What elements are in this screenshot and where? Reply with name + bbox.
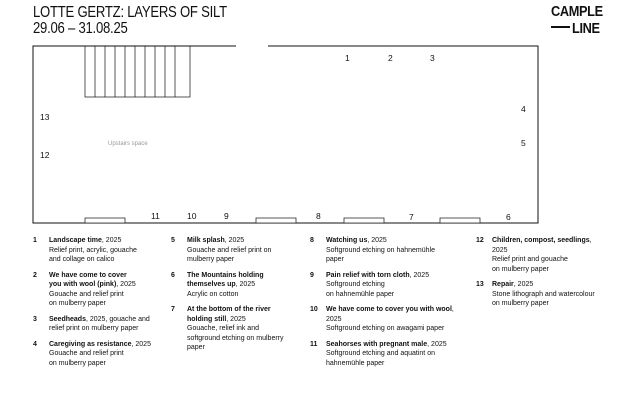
wall-number-4: 4 [521, 104, 526, 114]
legend-column-2 [171, 236, 303, 359]
work-title: Seedheads [49, 315, 86, 323]
work-title: Caregiving as resistance [49, 340, 132, 348]
work-item-9: 9 Pain relief with torn cloth, 2025 Softground etching on hahnemühle paper [310, 271, 430, 298]
gallery-walls [33, 46, 538, 223]
wall-number-1: 1 [345, 53, 350, 63]
work-title: Repair [492, 281, 514, 288]
work-item-1: 1 Landscape time, 2025 Relief print, acrylic, gouache and collage on calico [33, 237, 137, 263]
legend-column-1 [33, 236, 168, 374]
logo-line-1: CAMPLE [551, 4, 603, 20]
work-item-3: 3 Seedheads, 2025, gouache and relief print on mulberry paper [33, 315, 150, 332]
work-item-12: 12 Children, compost, seedlings, 2025 Relief print and gouache on mulberry paper [476, 237, 592, 273]
legend-column-3 [310, 236, 470, 374]
wall-number-12: 12 [40, 150, 50, 160]
work-item-2: 2 We have come to cover you with wool (pink), 2025 Gouache and relief print on mulberry paper [33, 271, 168, 309]
wall-number-5: 5 [521, 138, 526, 148]
work-title: Seahorses with pregnant male [326, 340, 428, 348]
bottom-plinth-3 [344, 218, 384, 223]
bottom-plinth-1 [85, 218, 125, 223]
work-item-4: 4 Caregiving as resistance, 2025 Gouache and relief print on mulberry paper [33, 340, 151, 367]
work-item-10: 10 We have come to cover you with wool, 2025 Softground etching on awagami paper [310, 306, 454, 332]
logo-line-2: LINE [572, 21, 600, 37]
wall-number-6: 6 [506, 212, 511, 222]
work-title: The Mountains holding [187, 271, 264, 279]
work-title: Children, compost, seedlings [492, 237, 590, 244]
bottom-plinth-2 [256, 218, 296, 223]
exhibition-title: LOTTE GERTZ: LAYERS OF SILT [33, 4, 227, 21]
work-title: We have come to cover you with wool [326, 306, 452, 313]
work-item-13: 13 Repair, 2025 Stone lithograph and watercolour on mulberry paper [476, 281, 595, 307]
wall-number-8: 8 [316, 211, 321, 221]
work-item-7: 7 At the bottom of the river holding still, 2025 Gouache, relief ink and softground etching on mulberry paper [171, 305, 303, 353]
bottom-plinth-4 [440, 218, 480, 223]
wall-number-3: 3 [430, 53, 435, 63]
wall-number-7: 7 [409, 212, 414, 222]
wall-number-11: 11 [151, 211, 160, 221]
space-label: Upstairs space [108, 141, 148, 147]
work-title: Pain relief with torn cloth [326, 271, 410, 279]
legend-column-4 [476, 236, 616, 315]
works-legend [0, 236, 640, 400]
work-title: We have come to cover [49, 271, 127, 279]
work-item-11: 11 Seahorses with pregnant male, 2025 Softground etching and aquatint on hahnemühle paper [310, 340, 447, 367]
work-title: Watching us [326, 237, 368, 244]
work-title: Landscape time [49, 237, 102, 244]
work-item-6: 6 The Mountains holding themselves up, 2025 Acrylic on cotton [171, 271, 303, 300]
work-item-8: 8 Watching us, 2025 Softground etching on hahnemühle paper [310, 237, 435, 263]
work-title: At the bottom of the river [187, 306, 271, 313]
wall-number-9: 9 [224, 211, 229, 221]
staircase [85, 46, 190, 97]
wall-number-10: 10 [187, 211, 197, 221]
wall-number-2: 2 [388, 53, 393, 63]
work-item-5: 5 Milk splash, 2025 Gouache and relief print on mulberry paper [171, 237, 272, 263]
wall-number-13: 13 [40, 112, 50, 122]
work-title: Milk splash [187, 237, 225, 244]
exhibition-dates: 29.06 – 31.08.25 [33, 20, 128, 37]
